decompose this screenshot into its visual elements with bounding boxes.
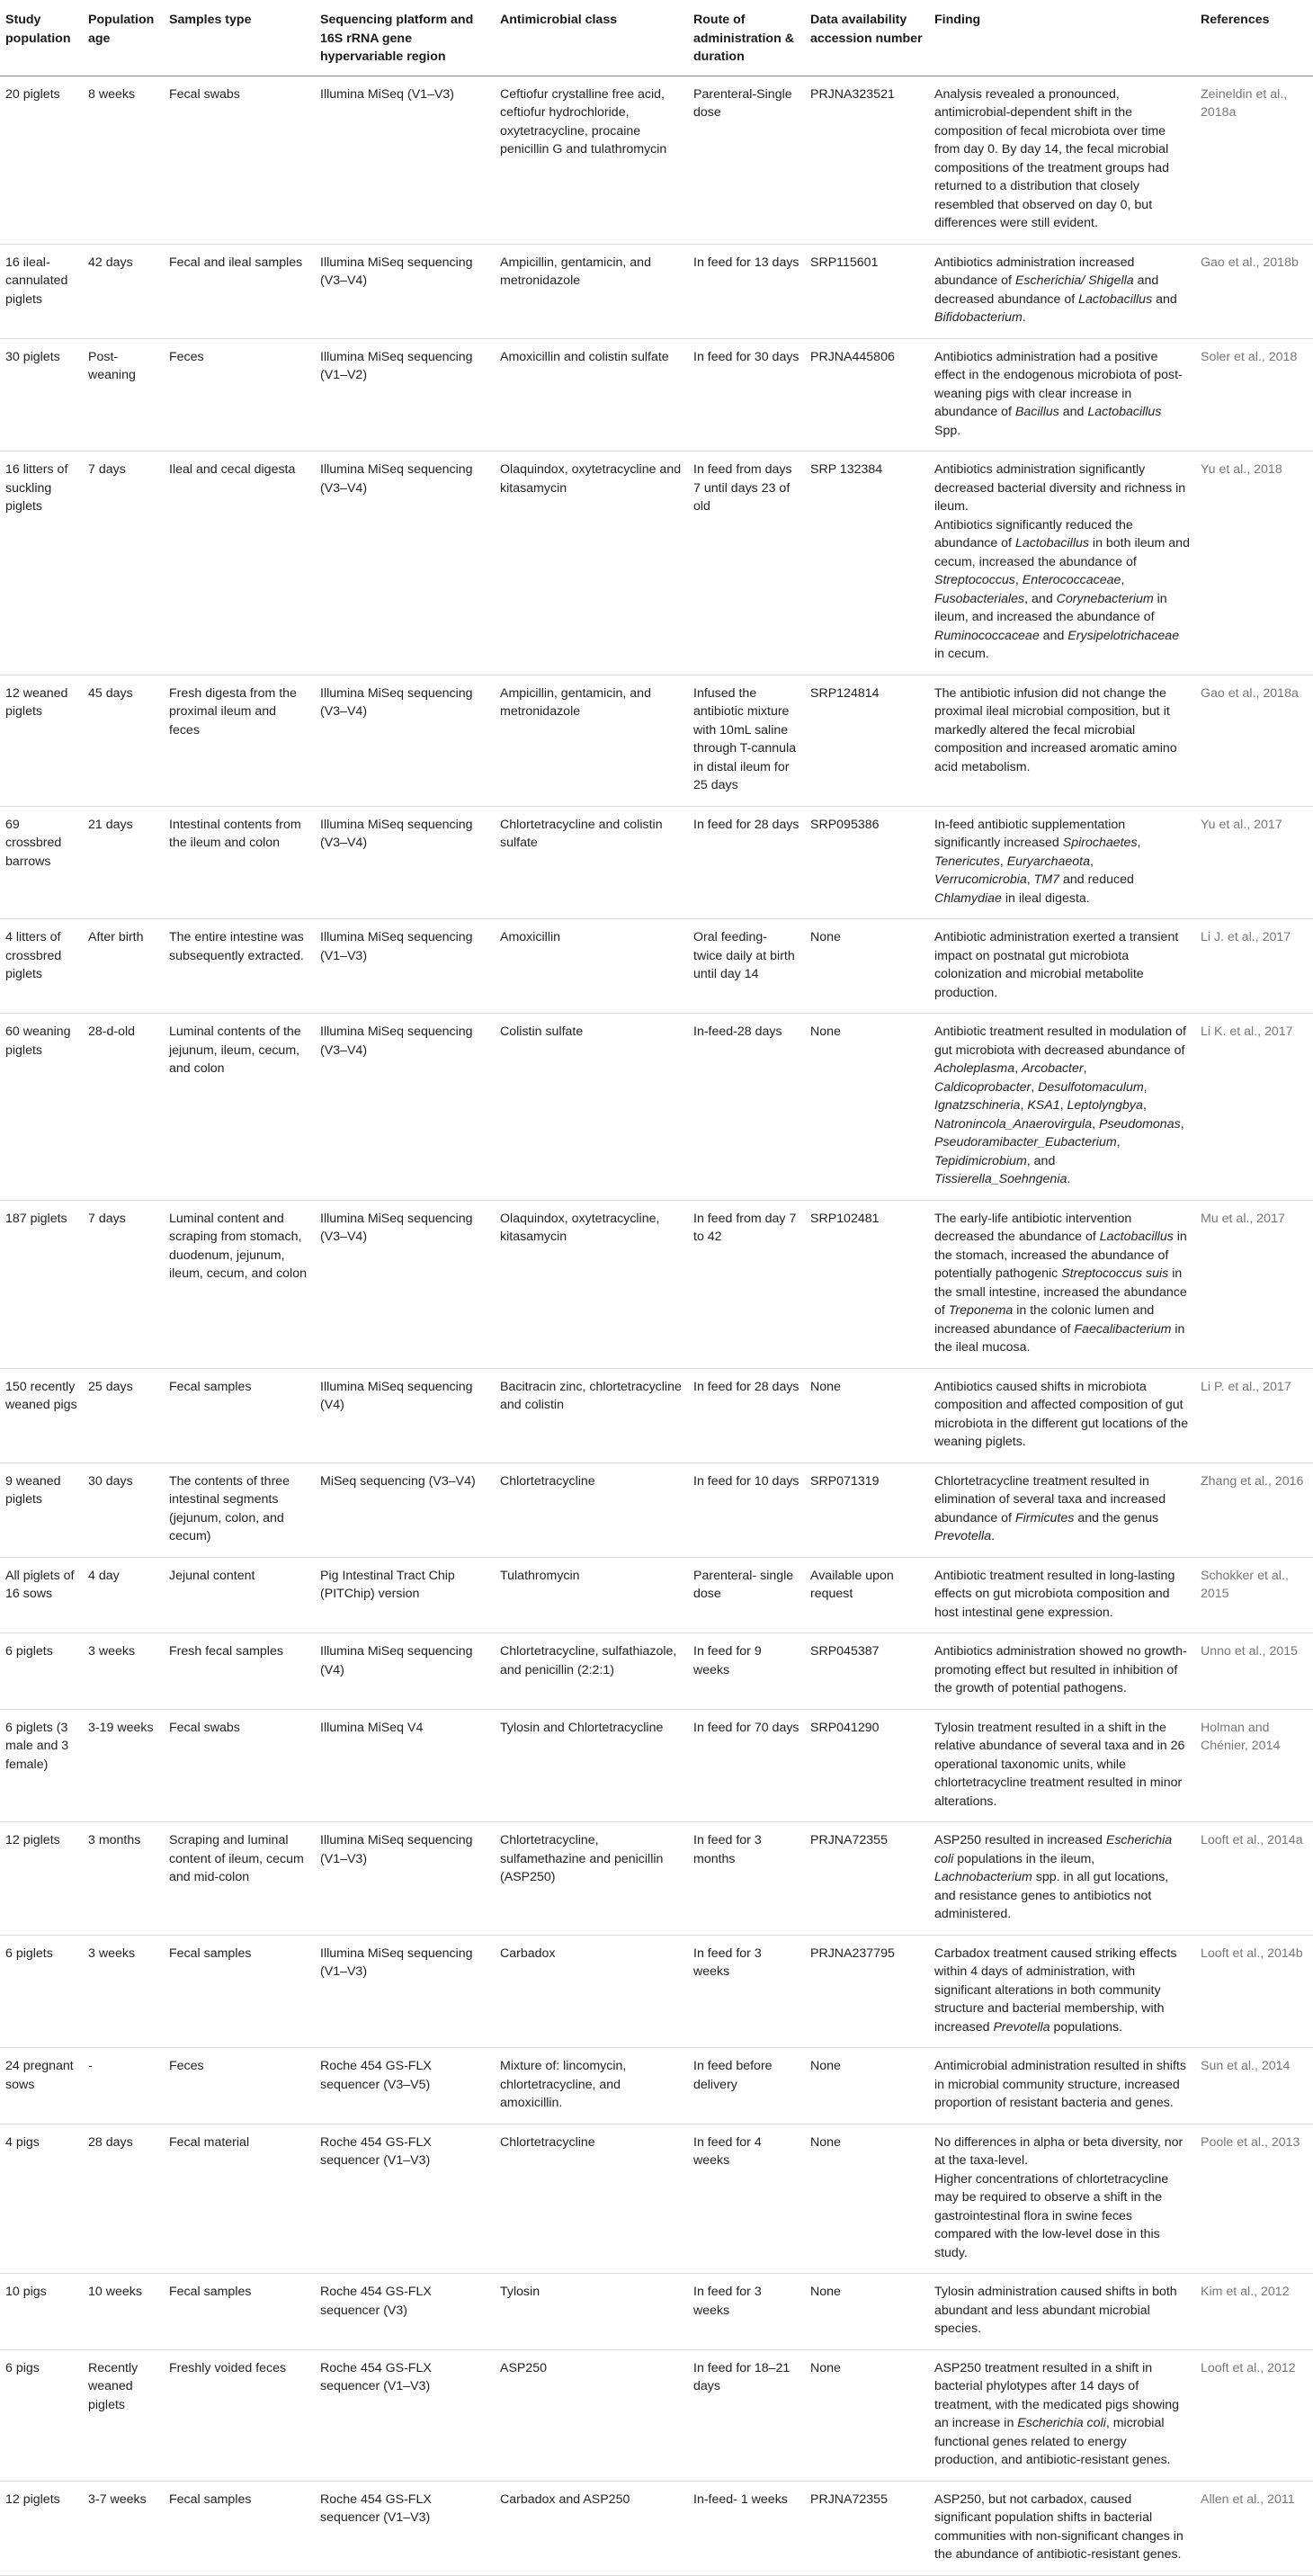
cell-study-population: 4 pigs [0,2124,83,2274]
cell-reference: Looft et al., 2014b [1195,1935,1313,2048]
cell-route-duration: In feed before delivery [688,2048,805,2124]
cell-finding: Antibiotics administration showed no growth-promoting effect but resulted in inhibition of the growth of potential pathogens. [929,1633,1195,1710]
cell-antimicrobial-class: Ampicillin, gentamicin, and metronidazole [495,675,688,806]
cell-reference: Gao et al., 2018b [1195,244,1313,338]
cell-population-age: 7 days [83,452,164,675]
cell-samples-type: Feces [164,2048,315,2124]
cell-samples-type: Ileal and cecal digesta [164,452,315,675]
cell-accession-number: None [805,2048,929,2124]
cell-study-population: 187 piglets [0,1200,83,1368]
cell-accession-number: None [805,2349,929,2481]
header-accession-number: Data availability accession number [805,0,929,76]
cell-study-population: 24 pregnant sows [0,2048,83,2124]
cell-route-duration: Parenteral- single dose [688,1557,805,1633]
cell-accession-number: PRJNA72355 [805,2481,929,2575]
cell-antimicrobial-class: ASP250 [495,2349,688,2481]
cell-population-age: 30 days [83,1462,164,1557]
cell-finding: Antibiotic treatment resulted in long-lasting effects on gut microbiota composition and host intestinal gene expression. [929,1557,1195,1633]
cell-sequencing-platform: Illumina MiSeq sequencing (V3–V4) [315,675,495,806]
table-row [0,675,1313,806]
cell-population-age: 3 months [83,1822,164,1936]
cell-antimicrobial-class: Carbadox and ASP250 [495,2481,688,2575]
cell-route-duration: In feed for 13 days [688,244,805,338]
cell-finding: Antibiotic treatment resulted in modulation of gut microbiota with decreased abundance of Acholeplasma, Arcobacter, Caldicoprobacter, Desulfotomaculum, Ignatzschineria, KSA1, Leptolyngbya, Natronincola_Anaerovirgula, Pseudomonas, Pseudoramibacter_Eubacterium, Tepidimicrobium, and Tissierella_Soehngenia. [929,1014,1195,1201]
cell-samples-type: Scraping and luminal content of ileum, cecum and mid-colon [164,1822,315,1936]
cell-antimicrobial-class: Bacitracin zinc, chlortetracycline and colistin [495,1368,688,1462]
cell-sequencing-platform: Illumina MiSeq sequencing (V1–V3) [315,1822,495,1936]
table-row [0,1935,1313,2048]
cell-antimicrobial-class: Amoxicillin [495,919,688,1014]
table-row [0,1709,1313,1822]
cell-accession-number: None [805,1014,929,1201]
table-row [0,2048,1313,2124]
cell-study-population: 12 piglets [0,1822,83,1936]
cell-samples-type: The contents of three intestinal segments (jejunum, colon, and cecum) [164,1462,315,1557]
cell-population-age: Post-weaning [83,338,164,452]
cell-finding: Antimicrobial administration resulted in shifts in microbial community structure, increased proportion of resistant bacteria and genes. [929,2048,1195,2124]
cell-route-duration: Infused the antibiotic mixture with 10mL saline through T-cannula in distal ileum for 25 days [688,675,805,806]
cell-antimicrobial-class: Carbadox [495,1935,688,2048]
cell-study-population: 6 piglets [0,1935,83,2048]
cell-sequencing-platform: Pig Intestinal Tract Chip (PITChip) version [315,1557,495,1633]
cell-samples-type: Fecal samples [164,1368,315,1462]
cell-reference: Looft et al., 2012 [1195,2349,1313,2481]
cell-finding: Antibiotics administration increased abundance of Escherichia/ Shigella and decreased abundance of Lactobacillus and Bifidobacterium. [929,244,1195,338]
cell-reference: Li K. et al., 2017 [1195,1014,1313,1201]
cell-finding: Chlortetracycline treatment resulted in elimination of several taxa and increased abundance of Firmicutes and the genus Prevotella. [929,1462,1195,1557]
cell-finding: The antibiotic infusion did not change the proximal ileal microbial composition, but it markedly altered the fecal microbial composition and increased aromatic amino acid metabolism. [929,675,1195,806]
cell-accession-number: None [805,2124,929,2274]
header-route-duration: Route of administration & duration [688,0,805,76]
cell-study-population: 4 litters of crossbred piglets [0,919,83,1014]
cell-finding: Carbadox treatment caused striking effects within 4 days of administration, with significant alterations in both community structure and bacterial membership, with increased Prevotella populations. [929,1935,1195,2048]
cell-route-duration: In feed for 3 weeks [688,2274,805,2350]
cell-samples-type: Fresh fecal samples [164,1633,315,1710]
cell-reference: Kim et al., 2012 [1195,2274,1313,2350]
cell-reference: Yu et al., 2018 [1195,452,1313,675]
table-row [0,244,1313,338]
cell-sequencing-platform: Illumina MiSeq sequencing (V3–V4) [315,452,495,675]
cell-accession-number: PRJNA72355 [805,1822,929,1936]
cell-samples-type: Fresh digesta from the proximal ileum and feces [164,675,315,806]
cell-finding: Analysis revealed a pronounced, antimicrobial-dependent shift in the composition of fecal microbiota over time from day 0. By day 14, the fecal microbial compositions of the treatment groups had returned to a distribution that closely resembled that observed on day 0, but differences were still evident. [929,76,1195,244]
cell-route-duration: In feed for 70 days [688,1709,805,1822]
cell-reference: Unno et al., 2015 [1195,1633,1313,1710]
cell-sequencing-platform: MiSeq sequencing (V3–V4) [315,1462,495,1557]
cell-route-duration: In feed for 9 weeks [688,1633,805,1710]
cell-sequencing-platform: Illumina MiSeq sequencing (V1–V2) [315,338,495,452]
cell-reference: Schokker et al., 2015 [1195,1557,1313,1633]
cell-route-duration: In feed for 28 days [688,1368,805,1462]
cell-accession-number: PRJNA445806 [805,338,929,452]
cell-reference: Mu et al., 2017 [1195,1200,1313,1368]
cell-antimicrobial-class: Chlortetracycline [495,1462,688,1557]
cell-study-population: 9 weaned piglets [0,1462,83,1557]
cell-study-population: All piglets of 16 sows [0,1557,83,1633]
cell-route-duration: In feed from days 7 until days 23 of old [688,452,805,675]
cell-finding: Antibiotics caused shifts in microbiota composition and affected composition of gut microbiota in the different gut locations of the weaning piglets. [929,1368,1195,1462]
cell-reference: Poole et al., 2013 [1195,2124,1313,2274]
cell-reference: Looft et al., 2014a [1195,1822,1313,1936]
cell-finding: Antibiotic administration exerted a transient impact on postnatal gut microbiota colonization and microbial metabolite production. [929,919,1195,1014]
header-finding: Finding [929,0,1195,76]
cell-antimicrobial-class: Chlortetracycline [495,2124,688,2274]
cell-sequencing-platform: Illumina MiSeq sequencing (V4) [315,1633,495,1710]
cell-route-duration: In feed for 28 days [688,806,805,919]
cell-finding: Tylosin treatment resulted in a shift in the relative abundance of several taxa and in 26 operational taxonomic units, while chlortetracycline treatment resulted in minor alterations. [929,1709,1195,1822]
table-row [0,338,1313,452]
cell-route-duration: In-feed-28 days [688,1014,805,1201]
cell-reference: Soler et al., 2018 [1195,338,1313,452]
cell-population-age: 8 weeks [83,76,164,244]
header-antimicrobial-class: Antimicrobial class [495,0,688,76]
cell-study-population: 6 pigs [0,2349,83,2481]
cell-accession-number: SRP071319 [805,1462,929,1557]
cell-sequencing-platform: Roche 454 GS-FLX sequencer (V1–V3) [315,2481,495,2575]
cell-population-age: After birth [83,919,164,1014]
cell-sequencing-platform: Illumina MiSeq sequencing (V3–V4) [315,244,495,338]
table-row [0,1200,1313,1368]
cell-study-population: 69 crossbred barrows [0,806,83,919]
cell-reference: Holman and Chénier, 2014 [1195,1709,1313,1822]
cell-route-duration: Oral feeding- twice daily at birth until day 14 [688,919,805,1014]
cell-samples-type: Feces [164,338,315,452]
cell-antimicrobial-class: Chlortetracycline, sulfathiazole, and penicillin (2:2:1) [495,1633,688,1710]
cell-population-age: Recently weaned piglets [83,2349,164,2481]
cell-population-age: 3 weeks [83,1935,164,2048]
cell-finding: The early-life antibiotic intervention decreased the abundance of Lactobacillus in the stomach, increased the abundance of potentially pathogenic Streptococcus suis in the small intestine, increased the abundance of Treponema in the colonic lumen and increased abundance of Faecalibacterium in the ileal mucosa. [929,1200,1195,1368]
table-row [0,1822,1313,1936]
cell-samples-type: Jejunal content [164,1557,315,1633]
table-row [0,1014,1313,1201]
cell-accession-number: None [805,1368,929,1462]
cell-finding: ASP250 resulted in increased Escherichia coli populations in the ileum, Lachnobacterium spp. in all gut locations, and resistance genes to antibiotics not administered. [929,1822,1195,1936]
cell-accession-number: SRP102481 [805,1200,929,1368]
table-row [0,1368,1313,1462]
cell-sequencing-platform: Illumina MiSeq sequencing (V4) [315,1368,495,1462]
cell-samples-type: The entire intestine was subsequently extracted. [164,919,315,1014]
cell-samples-type: Fecal swabs [164,76,315,244]
cell-samples-type: Freshly voided feces [164,2349,315,2481]
cell-population-age: 3 weeks [83,1633,164,1710]
cell-population-age: 3-19 weeks [83,1709,164,1822]
cell-route-duration: Parenteral-Single dose [688,76,805,244]
cell-population-age: - [83,2048,164,2124]
cell-sequencing-platform: Illumina MiSeq sequencing (V3–V4) [315,1200,495,1368]
cell-samples-type: Luminal content and scraping from stomach, duodenum, jejunum, ileum, cecum, and colon [164,1200,315,1368]
cell-antimicrobial-class: Tulathromycin [495,1557,688,1633]
cell-population-age: 4 day [83,1557,164,1633]
table-row [0,1557,1313,1633]
cell-sequencing-platform: Roche 454 GS-FLX sequencer (V1–V3) [315,2349,495,2481]
cell-samples-type: Fecal swabs [164,1709,315,1822]
cell-antimicrobial-class: Ampicillin, gentamicin, and metronidazole [495,244,688,338]
table-body [0,76,1313,2575]
cell-sequencing-platform: Illumina MiSeq sequencing (V3–V4) [315,1014,495,1201]
cell-finding: Antibiotics administration had a positive effect in the endogenous microbiota of post-weaning pigs with clear increase in abundance of Bacillus and Lactobacillus Spp. [929,338,1195,452]
cell-antimicrobial-class: Chlortetracycline, sulfamethazine and penicillin (ASP250) [495,1822,688,1936]
cell-finding: ASP250 treatment resulted in a shift in bacterial phylotypes after 14 days of treatment, with the medicated pigs showing an increase in Escherichia coli, microbial functional genes related to energy production, and antibiotic-resistant genes. [929,2349,1195,2481]
cell-study-population: 16 ileal-cannulated piglets [0,244,83,338]
cell-study-population: 10 pigs [0,2274,83,2350]
table-row [0,2481,1313,2575]
cell-sequencing-platform: Illumina MiSeq sequencing (V1–V3) [315,919,495,1014]
cell-antimicrobial-class: Colistin sulfate [495,1014,688,1201]
cell-accession-number: SRP041290 [805,1709,929,1822]
cell-finding: Tylosin administration caused shifts in both abundant and less abundant microbial species. [929,2274,1195,2350]
table-row [0,2274,1313,2350]
cell-sequencing-platform: Illumina MiSeq sequencing (V1–V3) [315,1935,495,2048]
cell-study-population: 20 piglets [0,76,83,244]
cell-finding: No differences in alpha or beta diversity, nor at the taxa-level. Higher concentrations of chlortetracycline may be required to observe a shift in the gastrointestinal flora in swine feces compared with the low-level dose in this study. [929,2124,1195,2274]
cell-antimicrobial-class: Olaquindox, oxytetracycline, kitasamycin [495,1200,688,1368]
cell-population-age: 42 days [83,244,164,338]
cell-route-duration: In-feed- 1 weeks [688,2481,805,2575]
cell-accession-number: None [805,919,929,1014]
cell-finding: In-feed antibiotic supplementation significantly increased Spirochaetes, Tenericutes, Euryarchaeota, Verrucomicrobia, TM7 and reduced Chlamydiae in ileal digesta. [929,806,1195,919]
cell-route-duration: In feed for 10 days [688,1462,805,1557]
cell-population-age: 28-d-old [83,1014,164,1201]
cell-study-population: 6 piglets (3 male and 3 female) [0,1709,83,1822]
cell-finding: Antibiotics administration significantly decreased bacterial diversity and richness in ileum. Antibiotics significantly reduced the abundance of Lactobacillus in both ileum and cecum, increased the abundance of Streptococcus, Enterococcaceae, Fusobacteriales, and Corynebacterium in ileum, and increased the abundance of Ruminococcaceae and Erysipelotrichaceae in cecum. [929,452,1195,675]
header-study-population: Study population [0,0,83,76]
cell-reference: Gao et al., 2018a [1195,675,1313,806]
cell-finding: ASP250, but not carbadox, caused significant population shifts in bacterial communities with non-significant changes in the abundance of antibiotic-resistant genes. [929,2481,1195,2575]
cell-population-age: 10 weeks [83,2274,164,2350]
cell-population-age: 21 days [83,806,164,919]
table-row [0,76,1313,244]
table-row [0,2124,1313,2274]
table-row [0,452,1313,675]
cell-antimicrobial-class: Ceftiofur crystalline free acid, ceftiofur hydrochloride, oxytetracycline, procaine penicillin G and tulathromycin [495,76,688,244]
cell-study-population: 30 piglets [0,338,83,452]
cell-sequencing-platform: Illumina MiSeq (V1–V3) [315,76,495,244]
cell-accession-number: None [805,2274,929,2350]
cell-reference: Allen et al., 2011 [1195,2481,1313,2575]
cell-accession-number: SRP045387 [805,1633,929,1710]
cell-study-population: 60 weaning piglets [0,1014,83,1201]
cell-study-population: 12 piglets [0,2481,83,2575]
cell-samples-type: Fecal samples [164,1935,315,2048]
cell-accession-number: PRJNA237795 [805,1935,929,2048]
cell-reference: Zeineldin et al., 2018a [1195,76,1313,244]
cell-antimicrobial-class: Mixture of: lincomycin, chlortetracycline, and amoxicillin. [495,2048,688,2124]
cell-antimicrobial-class: Tylosin and Chlortetracycline [495,1709,688,1822]
cell-route-duration: In feed for 4 weeks [688,2124,805,2274]
cell-route-duration: In feed from day 7 to 42 [688,1200,805,1368]
cell-antimicrobial-class: Tylosin [495,2274,688,2350]
header-row [0,0,1313,76]
header-samples-type: Samples type [164,0,315,76]
cell-accession-number: SRP115601 [805,244,929,338]
cell-population-age: 28 days [83,2124,164,2274]
table-row [0,2349,1313,2481]
table-row [0,919,1313,1014]
cell-route-duration: In feed for 3 weeks [688,1935,805,2048]
cell-samples-type: Fecal and ileal samples [164,244,315,338]
table-row [0,806,1313,919]
cell-sequencing-platform: Roche 454 GS-FLX sequencer (V1–V3) [315,2124,495,2274]
cell-study-population: 16 litters of suckling piglets [0,452,83,675]
header-references: References [1195,0,1313,76]
cell-route-duration: In feed for 3 months [688,1822,805,1936]
cell-route-duration: In feed for 30 days [688,338,805,452]
cell-population-age: 45 days [83,675,164,806]
cell-accession-number: PRJNA323521 [805,76,929,244]
table-row [0,1633,1313,1710]
cell-study-population: 6 piglets [0,1633,83,1710]
cell-accession-number: SRP124814 [805,675,929,806]
header-population-age: Population age [83,0,164,76]
table-row [0,1462,1313,1557]
cell-samples-type: Intestinal contents from the ileum and colon [164,806,315,919]
cell-sequencing-platform: Roche 454 GS-FLX sequencer (V3–V5) [315,2048,495,2124]
cell-population-age: 3-7 weeks [83,2481,164,2575]
cell-samples-type: Luminal contents of the jejunum, ileum, cecum, and colon [164,1014,315,1201]
cell-reference: Li J. et al., 2017 [1195,919,1313,1014]
cell-antimicrobial-class: Chlortetracycline and colistin sulfate [495,806,688,919]
cell-reference: Sun et al., 2014 [1195,2048,1313,2124]
cell-study-population: 12 weaned piglets [0,675,83,806]
cell-reference: Yu et al., 2017 [1195,806,1313,919]
cell-population-age: 25 days [83,1368,164,1462]
cell-accession-number: SRP 132384 [805,452,929,675]
cell-sequencing-platform: Illumina MiSeq sequencing (V3–V4) [315,806,495,919]
cell-antimicrobial-class: Amoxicillin and colistin sulfate [495,338,688,452]
cell-samples-type: Fecal samples [164,2274,315,2350]
header-sequencing-platform: Sequencing platform and 16S rRNA gene hypervariable region [315,0,495,76]
cell-antimicrobial-class: Olaquindox, oxytetracycline and kitasamycin [495,452,688,675]
cell-samples-type: Fecal samples [164,2481,315,2575]
cell-sequencing-platform: Illumina MiSeq V4 [315,1709,495,1822]
cell-sequencing-platform: Roche 454 GS-FLX sequencer (V3) [315,2274,495,2350]
cell-accession-number: SRP095386 [805,806,929,919]
cell-samples-type: Fecal material [164,2124,315,2274]
cell-reference: Li P. et al., 2017 [1195,1368,1313,1462]
cell-population-age: 7 days [83,1200,164,1368]
cell-accession-number: Available upon request [805,1557,929,1633]
cell-study-population: 150 recently weaned pigs [0,1368,83,1462]
cell-route-duration: In feed for 18–21 days [688,2349,805,2481]
cell-reference: Zhang et al., 2016 [1195,1462,1313,1557]
